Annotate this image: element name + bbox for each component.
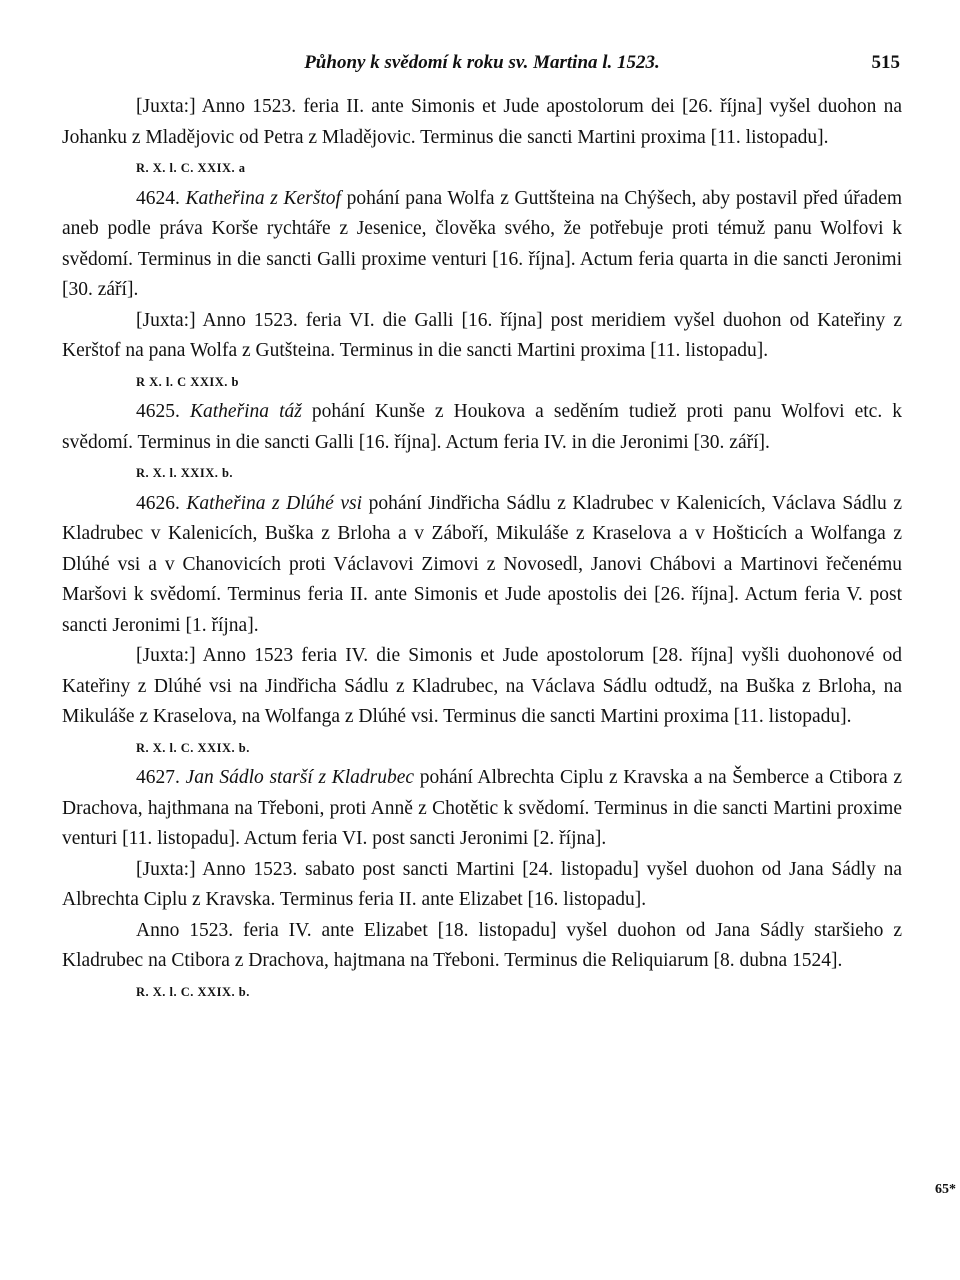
text-run: [Juxta:] Anno 1523 feria IV. die Simonis et Jude apostolorum [28. října] vyšli duohonové od Kateřiny z Dlúhé vsi na Jindřicha Sádlu z Kladrubec, na Václava Sádlu odtudž, na Buška z Brloha, na Mikuláše z Kraselova, na Wolfanga z Dlúhé vsi. Terminus die sancti Martini proxima [11. listopadu]. bbox=[62, 645, 902, 727]
entry-paragraph bbox=[62, 92, 902, 153]
text-run: 4624. bbox=[136, 187, 186, 209]
entry-paragraph bbox=[62, 916, 902, 977]
entry-paragraph bbox=[62, 489, 902, 642]
archive-siglum: R X. l. C XXIX. b bbox=[136, 374, 239, 389]
entry-paragraph bbox=[62, 641, 902, 733]
text-run: pohání Kunše z Houkova a seděním tudiež proti panu Wolfovi etc. k svědomí. Terminus in die sancti Galli [16. října]. Actum feria IV. in die Jeronimi [30. září]. bbox=[62, 401, 903, 453]
printer-signature: 65* bbox=[935, 1182, 956, 1197]
party-name: Katheřina z Dlúhé vsi bbox=[186, 492, 363, 514]
party-name: Katheřina z Kerštof bbox=[185, 187, 341, 209]
text-run: pohání Albrechta Ciplu z Kravska a na Šemberce a Ctibora z Drachova, hajthmana na Třeboni, proti Anně z Chotětic k svědomí. Terminus in die sancti Martini proxime venturi [11. listopadu]. Actum feria VI. post sancti Jeronimi [2. října]. bbox=[62, 767, 902, 849]
page-header bbox=[62, 52, 902, 92]
entry-paragraph bbox=[62, 397, 902, 458]
text-run: 4626. bbox=[136, 492, 187, 514]
archive-siglum: R. X. l. C. XXIX. b. bbox=[136, 740, 250, 755]
page bbox=[62, 52, 902, 1007]
party-name: Jan Sádlo starší z Kladrubec bbox=[185, 767, 415, 788]
text-run: pohání Jindřicha Sádlu z Kladrubec v Kalenicích, Václava Sádlu z Kladrubec v Kalenicích, Buška z Brloha a v Záboří, Mikuláše z Kraselova a v Hošticích a Wolfanga z Dlúhé vsi a v Chanovicích proti Václavovi Zimovi z Novosedl, Janovi Chábovi a Martinovi řečenému Maršovi k svědomí. Terminus feria II. ante Simonis et Jude apostolis dei [26. října]. Actum feria V. post sancti Jeronimi [1. října]. bbox=[62, 492, 902, 636]
entry-paragraph bbox=[62, 184, 902, 306]
text-run: [Juxta:] Anno 1523. feria VI. die Galli [16. října] post meridiem vyšel duohon od Kateřiny z Kerštof na pana Wolfa z Gutšteina. Terminus in die sancti Martini proxima [11. listopadu]. bbox=[62, 309, 902, 361]
running-title: Půhony k svědomí k roku sv. Martina l. 1523. bbox=[304, 52, 660, 73]
party-name: Katheřina táž bbox=[189, 401, 302, 422]
text-run: [Juxta:] Anno 1523. feria II. ante Simonis et Jude apostolorum dei [26. října] vyšel duohon na Johanku z Mladějovic od Petra z Mladějovic. Terminus die sancti Martini proxima [11. listopadu]. bbox=[62, 96, 902, 148]
entry-paragraph bbox=[62, 855, 902, 916]
archive-siglum: R. X. l. C. XXIX. a bbox=[136, 161, 246, 175]
text-run: 4625. bbox=[136, 401, 190, 422]
text-run: pohání pana Wolfa z Guttšteina na Chýšech, aby postavil před úřadem aneb podle práva Korše rychtáře z Jesenice, člověka svého, že potřebuje proti témuž panu Wolfovi k svědomí. Terminus in die sancti Galli proxime venturi [16. října]. Actum feria quarta in die sancti Jeronimi [30. září]. bbox=[62, 187, 902, 300]
text-run: Anno 1523. feria IV. ante Elizabet [18. listopadu] vyšel duohon od Jana Sádly staršieho z Kladrubec na Ctibora z Drachova, hajtmana na Třeboni. Terminus die Reliquiarum [8. dubna 1524]. bbox=[62, 919, 902, 971]
page-number: 515 bbox=[871, 52, 900, 73]
entry-paragraph bbox=[62, 763, 902, 855]
document-body bbox=[62, 92, 902, 1007]
archive-siglum: R. X. l. XXIX. b. bbox=[136, 466, 234, 480]
text-run: 4627. bbox=[136, 767, 186, 788]
text-run: [Juxta:] Anno 1523. sabato post sancti Martini [24. listopadu] vyšel duohon od Jana Sádly na Albrechta Ciplu z Kravska. Terminus feria II. ante Elizabet [16. listopadu]. bbox=[62, 858, 902, 910]
entry-paragraph bbox=[62, 306, 902, 367]
archive-siglum: R. X. l. C. XXIX. b. bbox=[136, 984, 250, 999]
